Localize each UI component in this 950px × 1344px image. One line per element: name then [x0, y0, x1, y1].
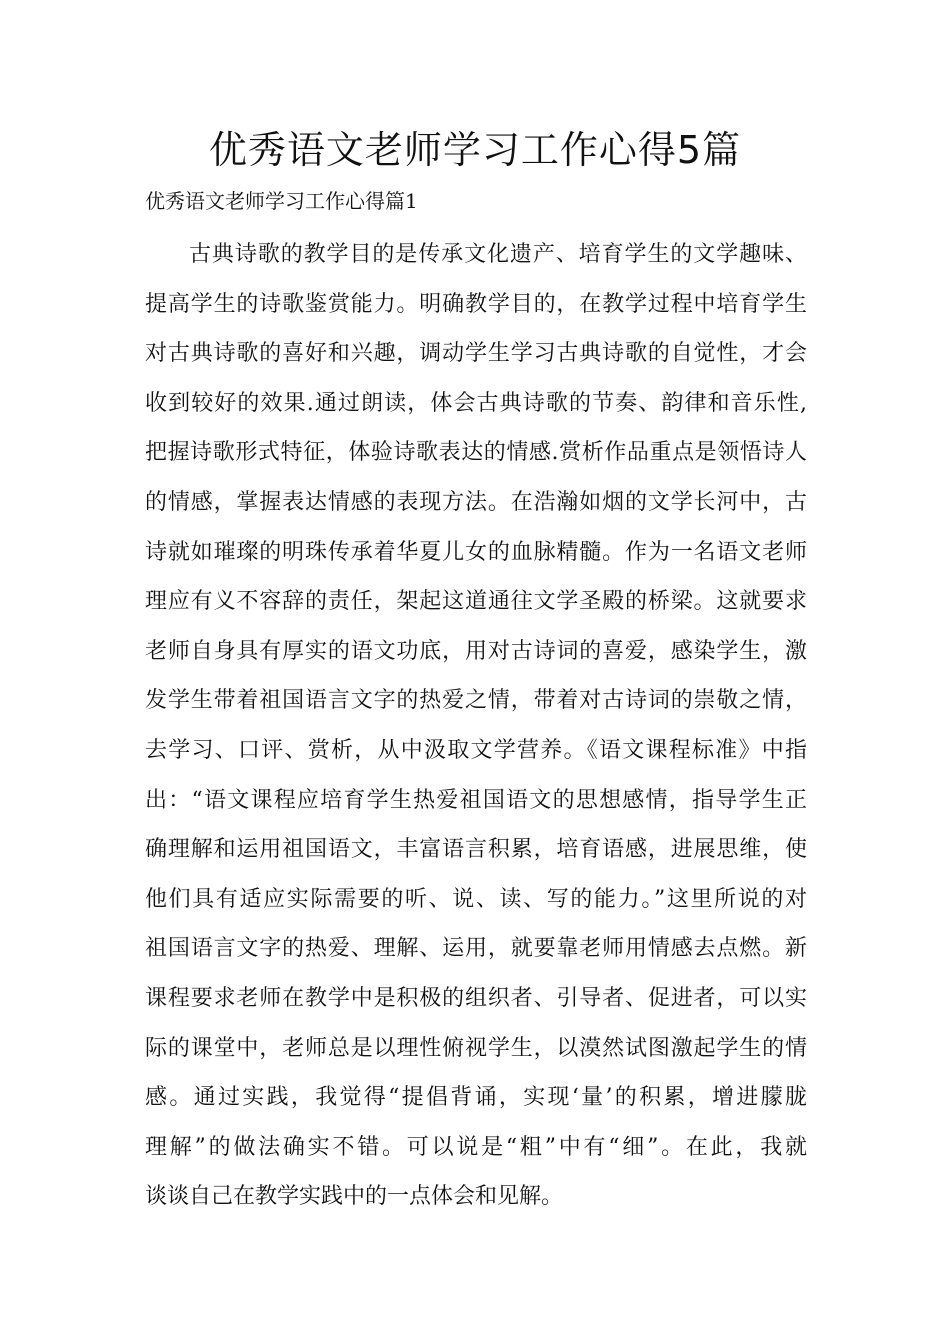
paragraph-line: 感。通过实践，我觉得“提倡背诵，实现‘量’的积累，增进朦胧	[145, 1085, 807, 1111]
paragraph-line: 对古典诗歌的喜好和兴趣，调动学生学习古典诗歌的自觉性，才会	[145, 341, 807, 367]
paragraph-line: 发学生带着祖国语言文字的热爱之情，带着对古诗词的崇敬之情，	[145, 688, 807, 714]
paragraph-line: 祖国语言文字的热爱、理解、运用，就要靠老师用情感去点燃。新	[145, 936, 807, 962]
paragraph-line: 把握诗歌形式特征，体验诗歌表达的情感.赏析作品重点是领悟诗人	[145, 440, 807, 466]
paragraph-line: 理解”的做法确实不错。可以说是“粗”中有“细”。在此，我就	[145, 1134, 807, 1160]
paragraph-line: 的情感，掌握表达情感的表现方法。在浩瀚如烟的文学长河中，古	[145, 489, 807, 515]
paragraph-line: 老师自身具有厚实的语文功底，用对古诗词的喜爱，感染学生，激	[145, 638, 807, 664]
body-paragraph	[145, 230, 807, 1222]
paragraph-line: 古典诗歌的教学目的是传承文化遗产、培育学生的文学趣味、	[189, 242, 807, 267]
paragraph-line: 去学习、口评、赏析，从中汲取文学营养。《语文课程标准》中指	[145, 737, 807, 763]
paragraph-line: 谈谈自己在教学实践中的一点体会和见解。	[145, 1184, 564, 1210]
paragraph-line: 诗就如璀璨的明珠传承着华夏儿女的血脉精髓。作为一名语文老师	[145, 539, 807, 565]
paragraph-line: 理应有义不容辞的责任，架起这道通往文学圣殿的桥梁。这就要求	[145, 589, 807, 615]
paragraph-line: 课程要求老师在教学中是积极的组织者、引导者、促进者，可以实	[145, 985, 807, 1011]
paragraph-line: 他们具有适应实际需要的听、说、读、写的能力。”这里所说的对	[145, 886, 807, 912]
paragraph-line: 收到较好的效果.通过朗读，体会古典诗歌的节奏、韵律和音乐性,	[145, 390, 807, 416]
document-title: 优秀语文老师学习工作心得5篇	[208, 128, 742, 172]
section-subtitle: 优秀语文老师学习工作心得篇1	[145, 189, 418, 213]
paragraph-line: 际的课堂中，老师总是以理性俯视学生，以漠然试图激起学生的情	[145, 1035, 807, 1061]
paragraph-line: 出：“语文课程应培育学生热爱祖国语文的思想感情，指导学生正	[145, 787, 807, 813]
paragraph-line: 确理解和运用祖国语文，丰富语言积累，培育语感，进展思维，使	[145, 837, 807, 863]
paragraph-line: 提高学生的诗歌鉴赏能力。明确教学目的，在教学过程中培育学生	[145, 291, 807, 317]
